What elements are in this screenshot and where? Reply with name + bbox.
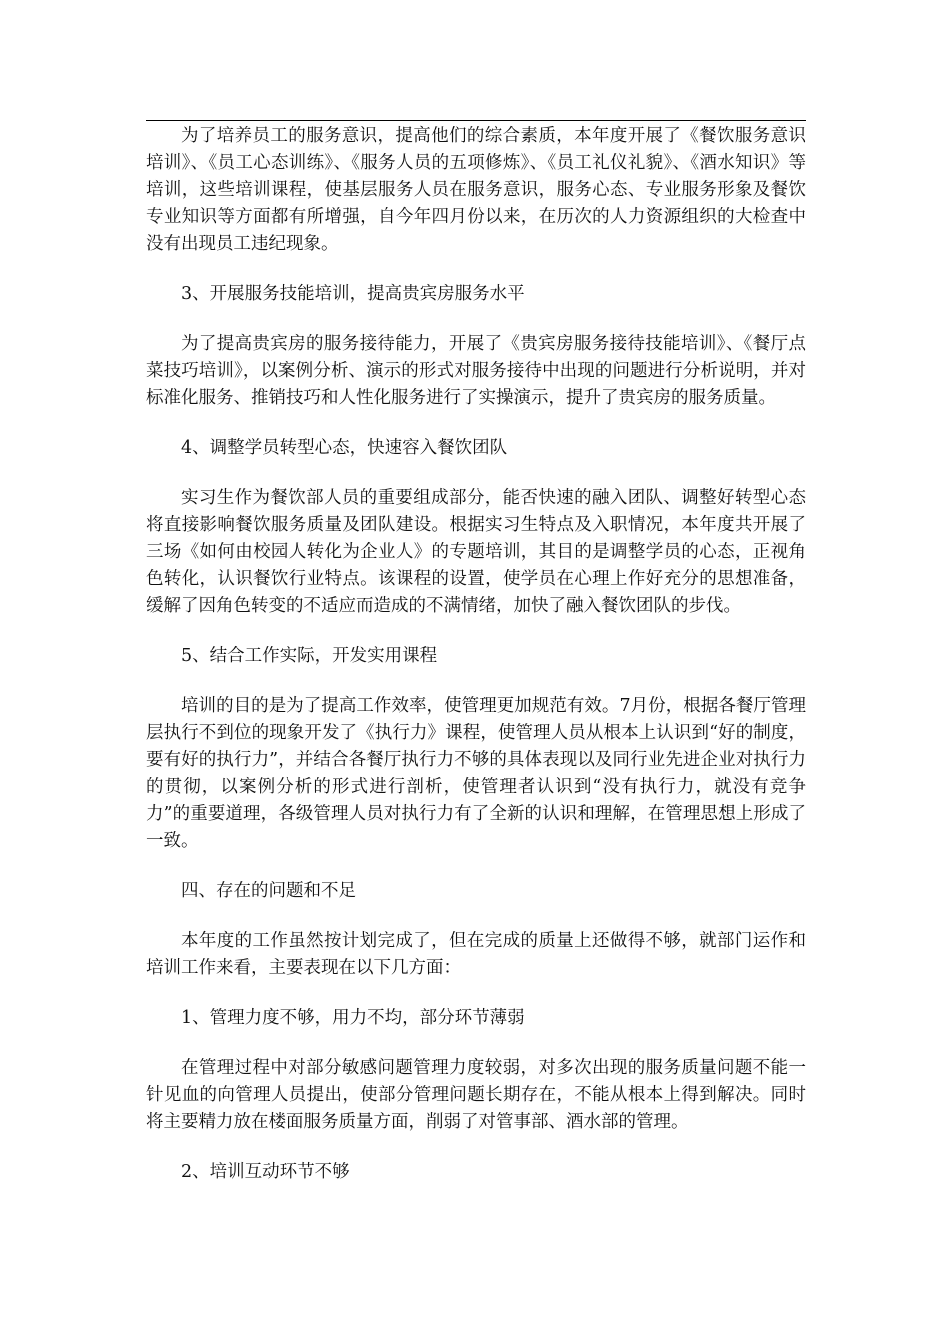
document-page [146,120,806,1209]
paragraph-service-awareness-training: 为了培养员工的服务意识，提高他们的综合素质，本年度开展了《餐饮服务意识培训》、《员工心态训练》、《服务人员的五项修炼》、《员工礼仪礼貌》、《酒水知识》等培训，这些培训课程，使基层服务人员在服务意识，服务心态、专业服务形象及餐饮专业知识等方面都有所增强，自今年四月份以来，在历次的人力资源组织的大检查中没有出现员工违纪现象。 [146,126,806,254]
paragraph-execution-course: 培训的目的是为了提高工作效率，使管理更加规范有效。7月份，根据各餐厅管理层执行不到位的现象开发了《执行力》课程，使管理人员从根本上认识到“好的制度，要有好的执行力”，并结合各餐厅执行力不够的具体表现以及同行业先进企业对执行力的贯彻，以案例分析的形式进行剖析，使管理者认识到“没有执行力，就没有竞争力”的重要道理，各级管理人员对执行力有了全新的认识和理解，在管理思想上形成了一致。 [146,696,806,851]
paragraph-problems-intro: 本年度的工作虽然按计划完成了，但在完成的质量上还做得不够，就部门运作和培训工作来看，主要表现在以下几方面： [146,931,806,978]
problem-heading-2: 2、培训互动环节不够 [181,1162,350,1182]
paragraph-vip-room-service: 为了提高贵宾房的服务接待能力，开展了《贵宾房服务接待技能培训》、《餐厅点菜技巧培训》，以案例分析、演示的形式对服务接待中出现的问题进行分析说明，并对标准化服务、推销技巧和人性化服务进行了实操演示，提升了贵宾房的服务质量。 [146,334,806,408]
section-heading-3: 3、开展服务技能培训，提高贵宾房服务水平 [181,284,525,304]
chapter-heading-problems: 四、存在的问题和不足 [181,881,356,901]
section-heading-5: 5、结合工作实际，开发实用课程 [181,646,438,666]
header-rule [146,120,806,121]
paragraph-intern-mindset: 实习生作为餐饮部人员的重要组成部分，能否快速的融入团队、调整好转型心态将直接影响餐饮服务质量及团队建设。根据实习生特点及入职情况，本年度共开展了三场《如何由校园人转化为企业人》的专题培训，其目的是调整学员的心态，正视角色转化，认识餐饮行业特点。该课程的设置，使学员在心理上作好充分的思想准备，缓解了因角色转变的不适应而造成的不满情绪，加快了融入餐饮团队的步伐。 [146,488,806,616]
problem-heading-1: 1、管理力度不够，用力不均，部分环节薄弱 [181,1008,525,1028]
section-heading-4: 4、调整学员转型心态，快速容入餐饮团队 [181,438,508,458]
paragraph-management-weakness: 在管理过程中对部分敏感问题管理力度较弱，对多次出现的服务质量问题不能一针见血的向管理人员提出，使部分管理问题长期存在，不能从根本上得到解决。同时将主要精力放在楼面服务质量方面，削弱了对管事部、酒水部的管理。 [146,1058,806,1132]
